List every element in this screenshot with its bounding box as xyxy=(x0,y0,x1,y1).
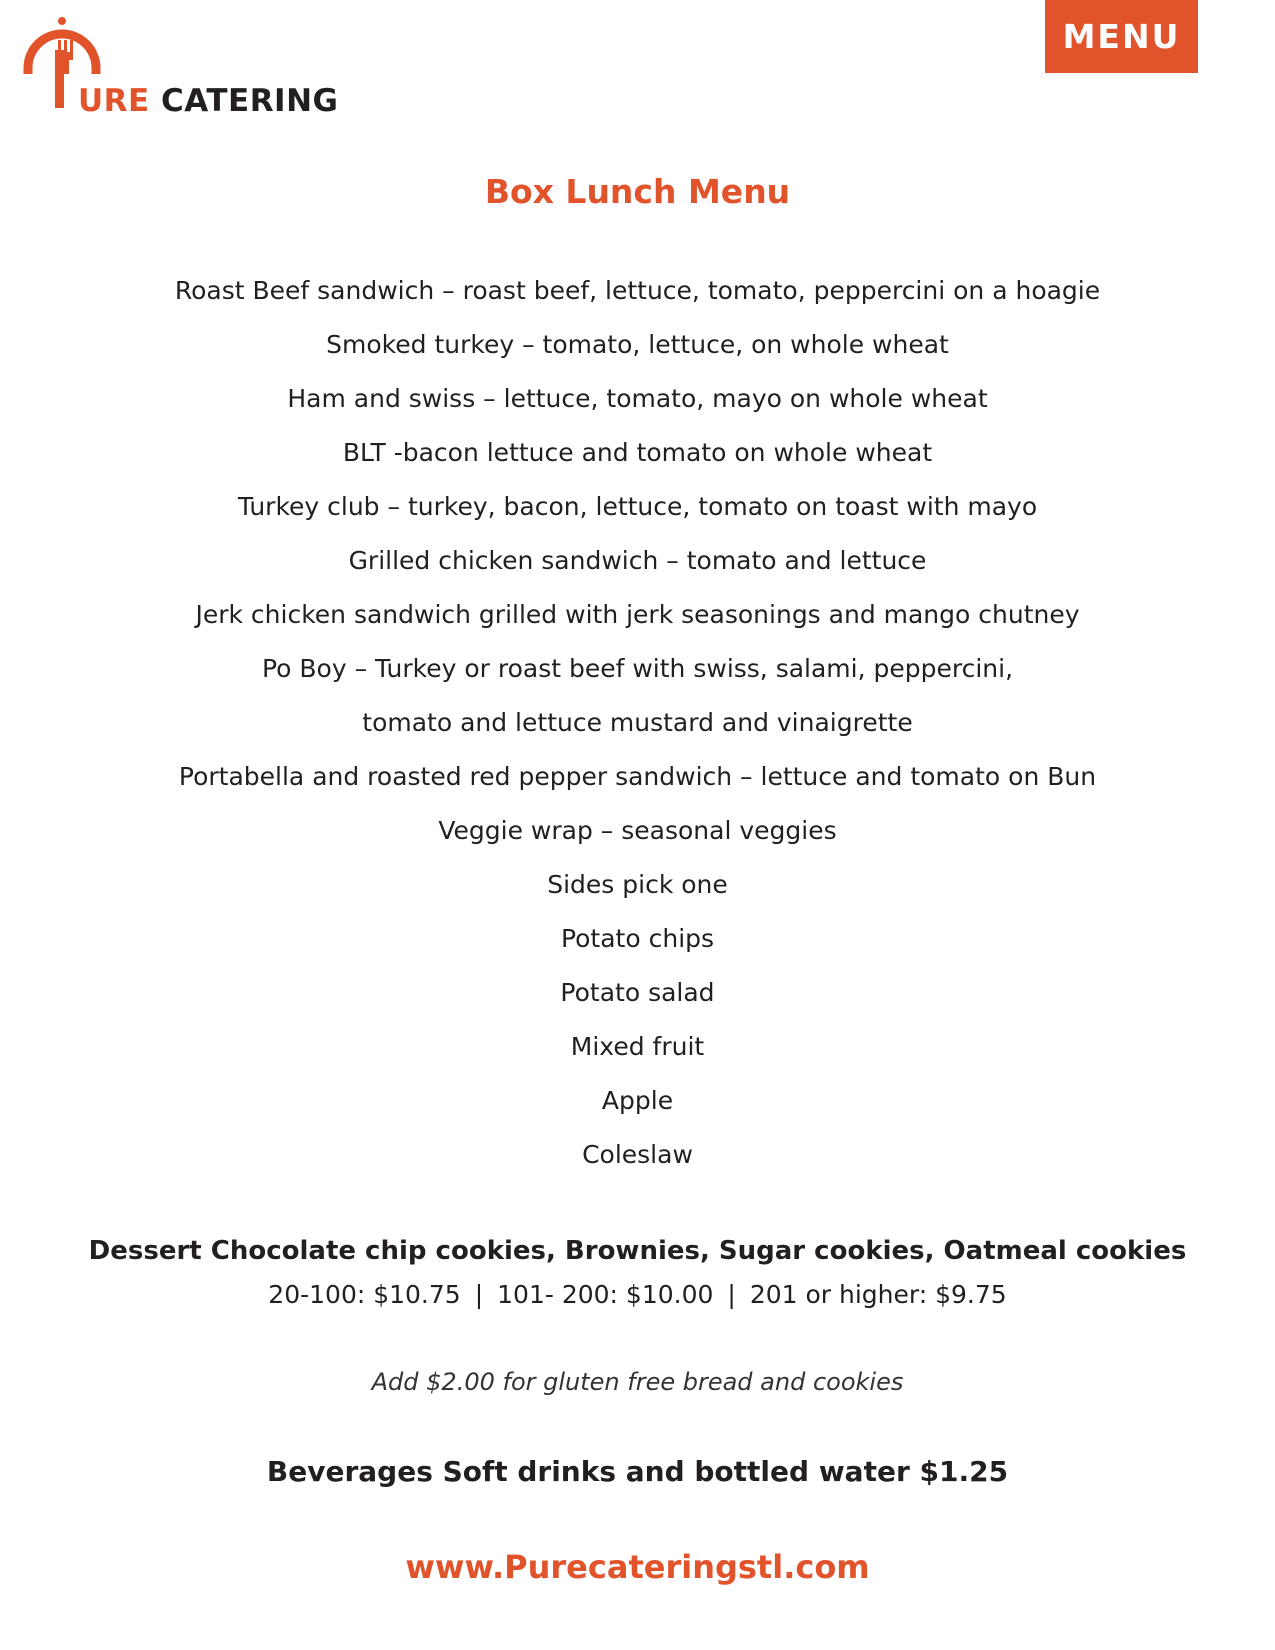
list-item: Portabella and roasted red pepper sandwich – lettuce and tomato on Bun xyxy=(178,762,1097,791)
list-item: Ham and swiss – lettuce, tomato, mayo on whole wheat xyxy=(287,384,988,413)
price-tier-1: 20-100: $10.75 xyxy=(268,1280,461,1309)
list-item: Roast Beef sandwich – roast beef, lettuce, tomato, peppercini on a hoagie xyxy=(174,276,1101,305)
list-item: Coleslaw xyxy=(582,1140,693,1169)
list-item: Mixed fruit xyxy=(570,1032,705,1061)
logo xyxy=(20,16,360,119)
logo-text-accent: URE xyxy=(78,83,150,119)
list-item: Jerk chicken sandwich grilled with jerk seasonings and mango chutney xyxy=(195,600,1080,629)
price-separator: | xyxy=(727,1280,736,1309)
list-item: Apple xyxy=(601,1086,674,1115)
list-item: Turkey club – turkey, bacon, lettuce, tomato on toast with mayo xyxy=(237,492,1038,521)
dessert-line: Dessert Chocolate chip cookies, Brownies, Sugar cookies, Oatmeal cookies xyxy=(88,1236,1187,1266)
list-item: Smoked turkey – tomato, lettuce, on whole wheat xyxy=(326,330,949,359)
menu-item-list xyxy=(0,268,1275,1186)
list-item: Potato chips xyxy=(560,924,715,953)
list-item: tomato and lettuce mustard and vinaigrette xyxy=(362,708,913,737)
list-item: Potato salad xyxy=(560,978,715,1007)
menu-badge: MENU xyxy=(1045,0,1198,73)
website-link[interactable]: www.Purecateringstl.com xyxy=(405,1548,870,1586)
price-tier-2: 101- 200: $10.00 xyxy=(497,1280,714,1309)
price-separator: | xyxy=(474,1280,484,1309)
pricing-line xyxy=(0,1280,1275,1310)
price-tier-3: 201 or higher: $9.75 xyxy=(749,1280,1007,1309)
list-item: Veggie wrap – seasonal veggies xyxy=(438,816,837,845)
list-item: Sides pick one xyxy=(547,870,728,899)
logo-wordmark xyxy=(78,83,339,119)
beverages-line: Beverages Soft drinks and bottled water $1.25 xyxy=(266,1455,1009,1488)
page-title: Box Lunch Menu xyxy=(484,172,791,211)
list-item: BLT -bacon lettuce and tomato on whole wheat xyxy=(342,438,933,467)
logo-text-dark: CATERING xyxy=(161,83,339,119)
gluten-free-note: Add $2.00 for gluten free bread and cookies xyxy=(371,1368,904,1396)
list-item: Grilled chicken sandwich – tomato and lettuce xyxy=(348,546,927,575)
list-item: Po Boy – Turkey or roast beef with swiss, salami, peppercini, xyxy=(261,654,1014,683)
